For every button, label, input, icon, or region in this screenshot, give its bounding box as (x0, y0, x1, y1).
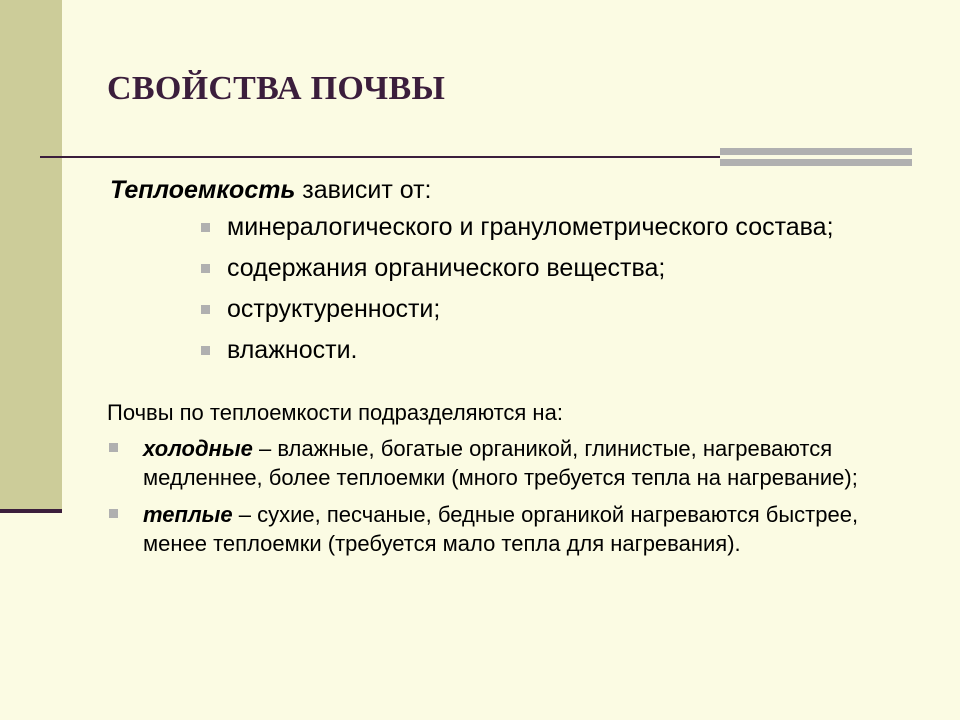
list-item (107, 500, 907, 558)
intro-line (110, 176, 431, 205)
factor-text: влажности. (227, 336, 358, 364)
bullet-icon (109, 509, 118, 518)
sidebar-rule (0, 509, 62, 513)
classification-intro: Почвы по теплоемкости подразделяются на: (107, 400, 563, 425)
factor-text: оструктуренности; (227, 295, 441, 323)
bullet-icon (201, 264, 210, 273)
type-term: холодные (143, 436, 253, 461)
list-item (107, 434, 907, 492)
bullet-icon (201, 223, 210, 232)
soil-types-list (107, 434, 907, 566)
list-item (200, 335, 900, 366)
sidebar-decoration (0, 0, 62, 511)
list-item (200, 294, 900, 325)
type-term: теплые (143, 502, 233, 527)
intro-rest: зависит от: (295, 176, 432, 204)
factor-text: содержания органического вещества; (227, 254, 666, 282)
bullet-icon (201, 305, 210, 314)
type-text: – влажные, богатые органикой, глинистые, нагреваются медленнее, более теплоемки (много требуется тепла на нагревание); (143, 436, 858, 490)
slide-title: СВОЙСТВА ПОЧВЫ (107, 70, 446, 107)
factors-list (200, 212, 900, 376)
factor-text: минералогического и гранулометрического состава; (227, 213, 834, 241)
intro-term: Теплоемкость (110, 176, 296, 204)
type-text: – сухие, песчаные, бедные органикой нагреваются быстрее, менее теплоемки (требуется мало тепла для нагревания). (143, 502, 859, 556)
list-item (200, 253, 900, 284)
list-item (200, 212, 900, 243)
title-accent-gap (720, 155, 912, 159)
bullet-icon (201, 346, 210, 355)
bullet-icon (109, 443, 118, 452)
